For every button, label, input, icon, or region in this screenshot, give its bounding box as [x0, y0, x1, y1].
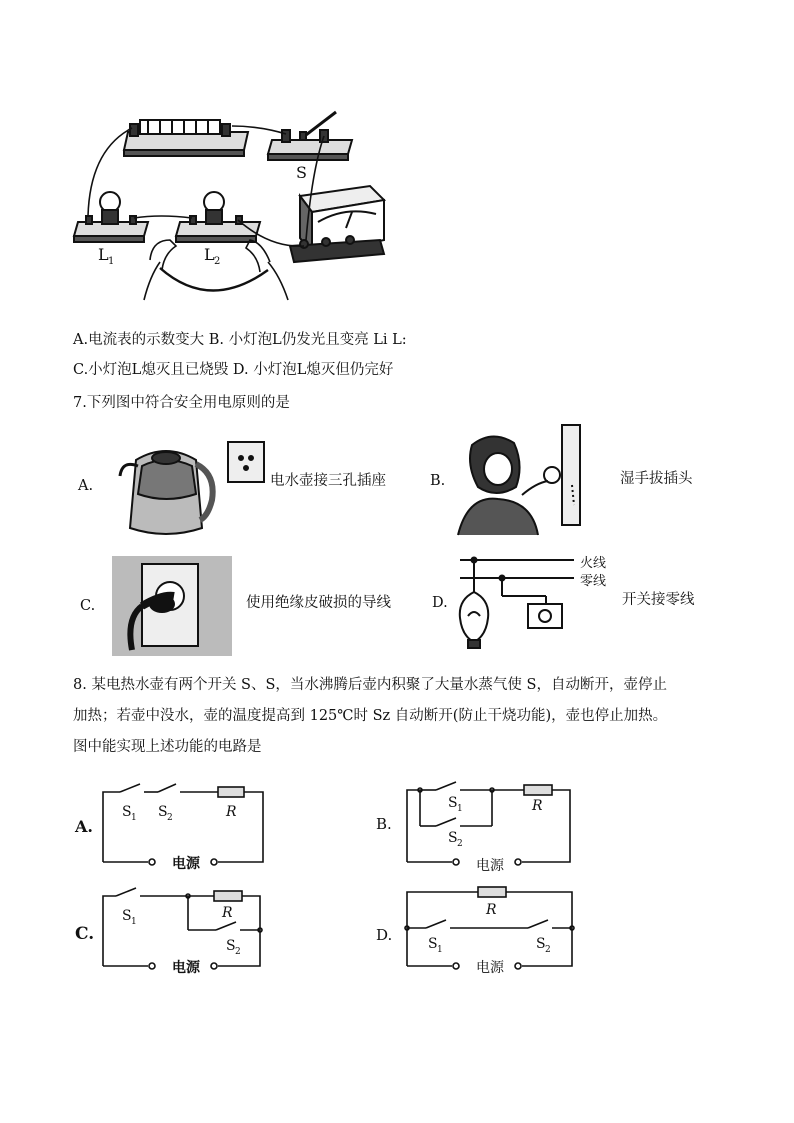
b-s1: S [448, 795, 458, 811]
label-l2: L [204, 245, 215, 264]
d-r: R [486, 902, 497, 918]
label-l1: L [98, 245, 109, 264]
c-r: R [222, 905, 233, 921]
q7-option-a-letter: A. [78, 478, 94, 494]
c-s1-sub: 1 [131, 917, 137, 927]
q7-stem: 7.下列图中符合安全用电原则的是 [73, 395, 290, 411]
a-s1: S [122, 804, 132, 820]
label-zero-wire: 零线 [580, 574, 607, 589]
wet-hand-plug-image [452, 425, 602, 535]
circuit-a-diagram [100, 782, 300, 872]
a-s2-sub: 2 [167, 813, 173, 823]
a-r: R [226, 804, 237, 820]
label-fire-wire: 火线 [580, 556, 607, 571]
label-l2-sub: 2 [214, 256, 221, 267]
b-s1-sub: 1 [457, 804, 463, 814]
q7-option-d-letter: D. [432, 595, 448, 611]
c-power: 电源 [172, 960, 200, 976]
q8-option-b-letter: B. [376, 815, 392, 833]
b-power: 电源 [476, 858, 504, 874]
label-switch-s: S [296, 163, 307, 182]
q8-stem-line2: 加热；若壶中没水，壶的温度提高到 125℃时 Sz 自动断开(防止干烧功能)，壶也停止加热。 [73, 708, 668, 724]
q7-option-c-letter: C. [80, 598, 96, 614]
label-l1-sub: 1 [108, 256, 115, 267]
q7-option-b-letter: B. [430, 473, 446, 489]
q6-options-ab: A.电流表的示数变大 B. 小灯泡L仍发光且变亮 Li L: [73, 332, 407, 348]
b-r: R [532, 798, 543, 814]
d-power: 电源 [476, 960, 504, 976]
q7-option-c-text: 使用绝缘皮破损的导线 [246, 595, 391, 611]
c-s2-sub: 2 [235, 947, 241, 957]
c-s1: S [122, 908, 132, 924]
q7-option-b-text: 湿手拔插头 [620, 471, 693, 487]
q8-option-a-letter: A. [75, 817, 93, 836]
circuit-c-diagram [100, 884, 300, 974]
b-s2: S [448, 830, 458, 846]
q8-stem-line3: 图中能实现上述功能的电路是 [73, 739, 262, 755]
apparatus-drawing [0, 0, 794, 320]
circuit-d-diagram [404, 884, 604, 974]
b-s2-sub: 2 [457, 839, 463, 849]
circuit-b-diagram [404, 782, 604, 872]
kettle-image [116, 420, 276, 540]
q6-options-cd: C.小灯泡L熄灭且已烧毁 D. 小灯泡L熄灭但仍完好 [73, 362, 394, 378]
a-power: 电源 [172, 856, 200, 872]
d-s2-sub: 2 [545, 945, 551, 955]
q7-option-a-text: 电水壶接三孔插座 [270, 473, 386, 489]
d-s2: S [536, 936, 546, 952]
a-s1-sub: 1 [131, 813, 137, 823]
q8-option-d-letter: D. [376, 926, 393, 944]
c-s2: S [226, 938, 236, 954]
a-s2: S [158, 804, 168, 820]
q8-stem-line1: 8. 某电热水壶有两个开关 S、S，当水沸腾后壶内积聚了大量水蒸气使 S，自动断开，壶停止 [73, 677, 667, 693]
damaged-wire-socket-image [112, 556, 232, 656]
d-s1: S [428, 936, 438, 952]
d-s1-sub: 1 [437, 945, 443, 955]
q7-option-d-text: 开关接零线 [622, 592, 695, 608]
q8-option-c-letter: C. [75, 924, 95, 944]
